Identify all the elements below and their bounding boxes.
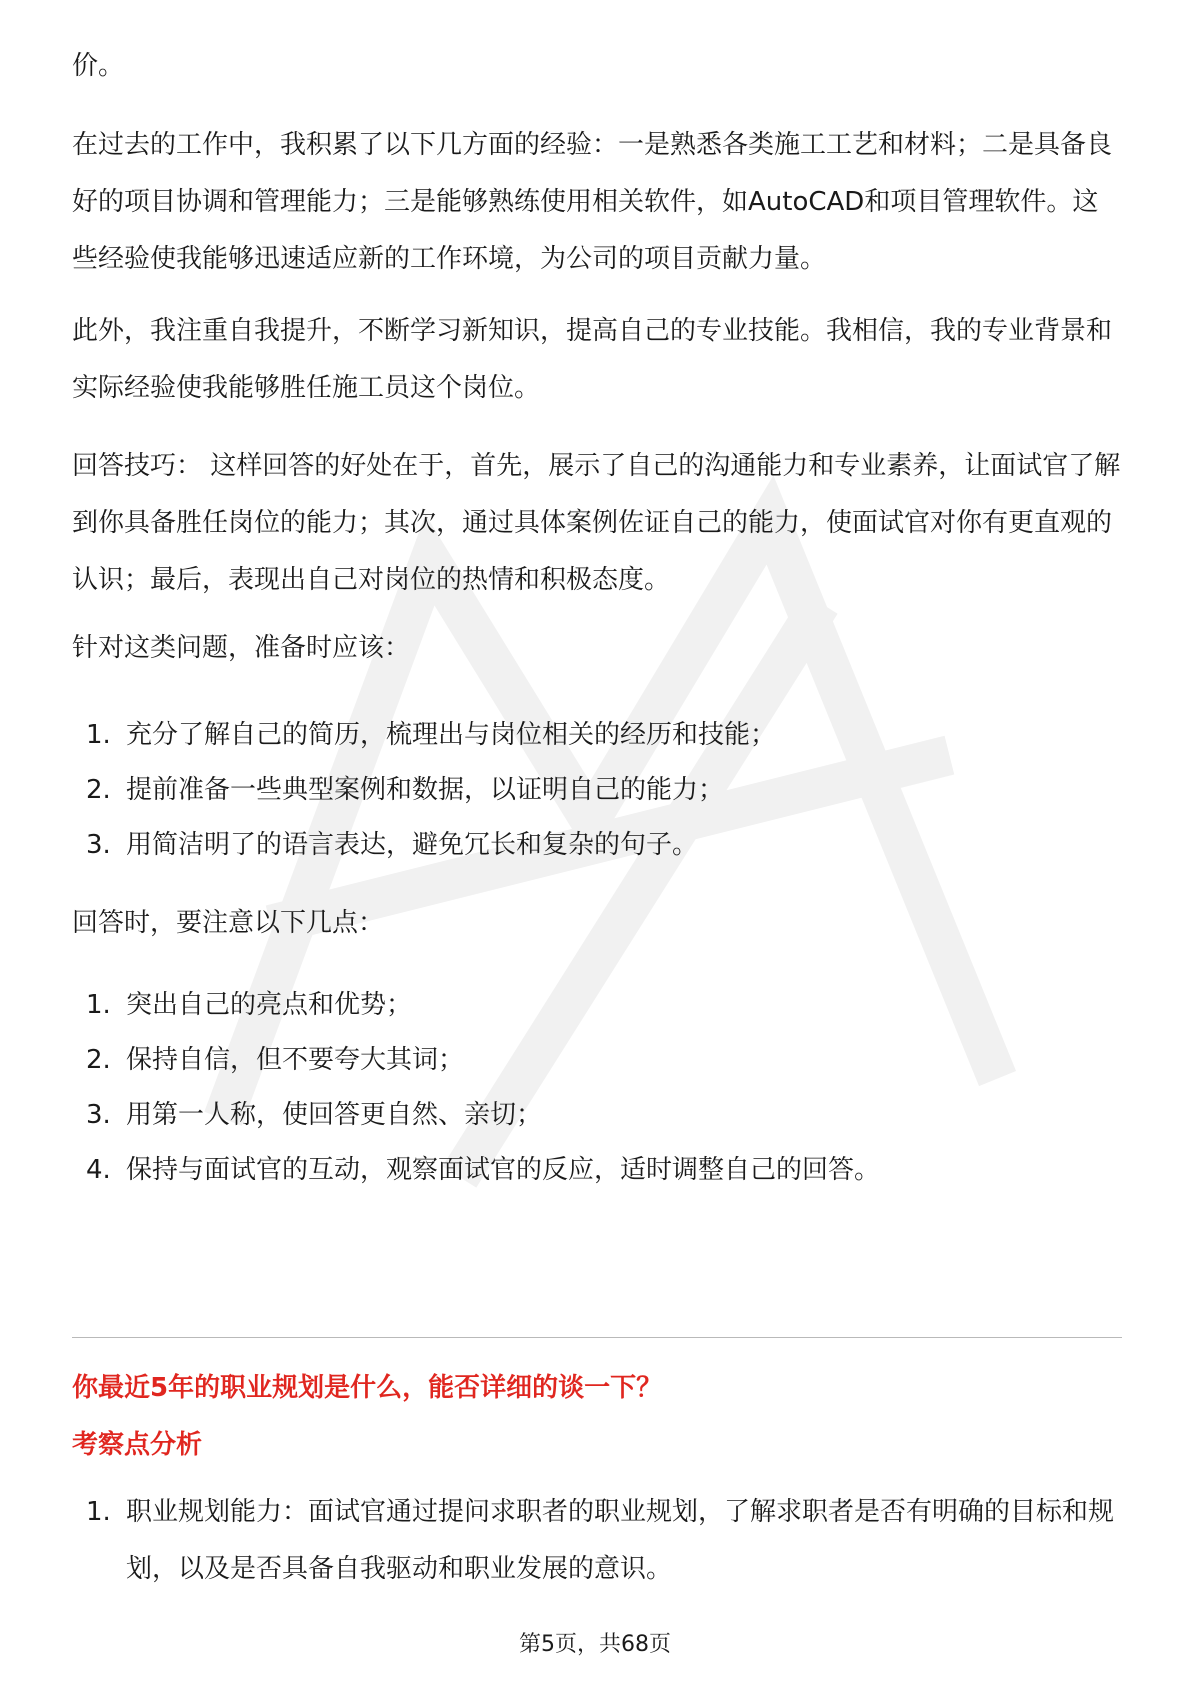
list-text: 提前准备一些典型案例和数据，以证明自己的能力； xyxy=(126,775,725,805)
list-text: 保持与面试官的互动，观察面试官的反应，适时调整自己的回答。 xyxy=(126,1155,881,1185)
list-number: 3. xyxy=(86,830,111,860)
list-text: 突出自己的亮点和优势； xyxy=(126,990,413,1020)
paragraph-attention-intro: 回答时，要注意以下几点： xyxy=(72,908,385,938)
paragraph-self-improvement: 此外，我注重自我提升，不断学习新知识，提高自己的专业技能。我相信，我的专业背景和实际经验使我能够胜任施工员这个岗位。 xyxy=(72,316,1113,403)
paragraph-prep-intro: 针对这类问题，准备时应该： xyxy=(72,633,411,663)
list-number: 3. xyxy=(86,1100,111,1130)
paragraph-experience: 在过去的工作中，我积累了以下几方面的经验：一是熟悉各类施工工艺和材料；二是具备良好的项目协调和管理能力；三是能够熟练使用相关软件，如AutoCAD和项目管理软件。这些经验使我能够迅速适应新的工作环境，为公司的项目贡献力量。 xyxy=(72,130,1113,274)
page-number: 第5页，共68页 xyxy=(519,1632,671,1657)
list-number: 2. xyxy=(86,1045,111,1075)
list-text: 保持自信，但不要夸大其词； xyxy=(126,1045,465,1075)
list-number: 2. xyxy=(86,775,111,805)
paragraph-answer-tips: 回答技巧： 这样回答的好处在于，首先，展示了自己的沟通能力和专业素养，让面试官了解到你具备胜任岗位的能力；其次，通过具体案例佐证自己的能力，使面试官对你有更直观的认识；最后，表现出自己对岗位的热情和积极态度。 xyxy=(72,451,1121,595)
list-number: 1. xyxy=(86,1497,111,1527)
list-text: 充分了解自己的简历，梳理出与岗位相关的经历和技能； xyxy=(126,720,777,750)
list-number: 1. xyxy=(86,990,111,1020)
list-number: 4. xyxy=(86,1155,111,1185)
section-divider xyxy=(72,1337,1122,1338)
question-title: 你最近5年的职业规划是什么，能否详细的谈一下？ xyxy=(72,1373,663,1403)
analysis-heading: 考察点分析 xyxy=(72,1430,203,1460)
list-number: 1. xyxy=(86,720,111,750)
paragraph-continuation: 价。 xyxy=(72,51,125,81)
list-text: 用简洁明了的语言表达，避免冗长和复杂的句子。 xyxy=(126,830,699,860)
list-text: 用第一人称，使回答更自然、亲切； xyxy=(126,1100,543,1130)
list-text: 职业规划能力：面试官通过提问求职者的职业规划，了解求职者是否有明确的目标和规划，以及是否具备自我驱动和职业发展的意识。 xyxy=(126,1497,1115,1584)
